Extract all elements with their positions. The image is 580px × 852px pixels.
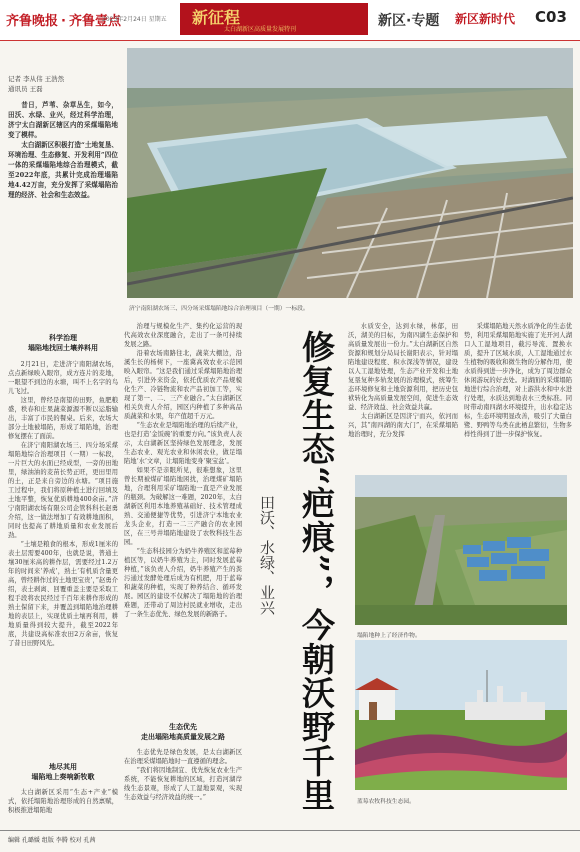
paragraph: 在济宁南阳湖农场三、四分场采煤塌陷地综合治理项目（一期）一标段，一片巨大的水面已经成型，一旁的田地里，绿油油的麦苗长势正旺，更田里用的土，正是来自旁边的水塘。“项目施工过程中，我们将原种植土进行回填及土地平整，恢复优质耕地400余亩。”济宁南阳湖农场有限公司企管科科长赵勇介绍，这一做法增加了有效耕地面积，同时也提高了耕地质量和农业发展后劲。: [8, 442, 118, 539]
article-column-3: [348, 322, 458, 472]
subtitle-3: [124, 722, 242, 742]
logo-divider: ·: [61, 14, 66, 29]
page-number: C03: [535, 8, 567, 26]
lead-paragraph: 太白湖新区积极打造“土地复垦、环境治理、生态修复、开发利用”四位一体的采煤塌陷地综合治理模式，截至2022年底，共累计完成治理塌陷地4.42万亩，充分发挥了采煤塌陷治理的经济、社会和生态效益。: [8, 141, 118, 199]
article-column-1-tail: [8, 788, 118, 826]
banner-title: 新征程: [192, 8, 241, 27]
paragraph: “生态科技园分为奶牛养殖区和蓝莓种植区等，以奶牛养殖为主，同时发展蓝莓种植，”该负责人介绍，奶牛养殖产生的粪污通过发酵处理后成为有机肥，用于蓝莓和蔬菜的种植，实现了种养结合、循环发展。园区的建设不仅解决了塌陷地的治理难题，还带动了周边村民就业增收，走出了一条生态优先、绿色发展的新路子。: [124, 548, 242, 618]
byline-correspondents: 通讯员 王磊: [8, 85, 43, 93]
paragraph: “土壤是粮食的根本，形成1厘米的表土层需要400年，也就是说，普通土壤30厘米高的耕作层，需要经过1.2万年的时间来‘养成’，熟土‘有机质含量更高，曾经耕作过的土地更宝贵’，”赵勇介绍，表土剥离、回覆重盖主要是采取工程手段将农民经过千百年来耕作形成的熟土保留下来，并覆盖到塌陷地治理耕地的表层上，实现优质土壤再利用，耕地质量得到较大提升，截至2022年底，共建设高标准农田2万余亩，恢复了昔日田野风光。: [8, 541, 118, 647]
paragraph: “生态农业是塌陷地治理的后续产业，也是打造‘金饭碗’的重要方向。”该负责人表示，太白湖新区坚持绿色发展理念，发展生态农业、观光农业和休闲农业，做足塌陷地‘水’文章，让塌陷地变身‘聚宝盆’。: [124, 422, 242, 465]
logo-right: 齐鲁壹点: [68, 14, 121, 29]
lead-paragraph: 昔日，芦苇、杂草丛生，如今，田沃、水绿、业兴，经过科学治理，济宁太白湖新区辖区内的采煤塌陷地变了模样。: [8, 101, 118, 139]
park-photo-image: [355, 640, 567, 790]
paragraph: “我们将因地制宜、优先恢复农业生产系统，不能恢复耕地的区域，打造河湖岸线生态景观，形成了人工湿地景观，实现生态效益与经济效益的统一。”: [124, 767, 242, 801]
article-headline: 修复生态“疤痕”，今朝沃野千里: [297, 330, 336, 812]
middle-crop-photo: [355, 475, 567, 625]
column-name: 新区新时代: [455, 12, 516, 26]
paragraph: 如果不是亲眼所见，很难想象，这里曾长期被煤矿塌陷地困扰，治理煤矿塌陷地，合理利用采矿塌陷地一直是产业发展的瓶颈。为破解这一难题，2020年，太白湖新区利用本地养殖基础好、技术管理成熟、交通便捷等优势，引进济宁本地农业龙头企业，打造一二三产融合的农业园区，在三号井塌陷地建设了农牧科技生态园。: [124, 467, 242, 546]
issue-date: 2023年2月24日 星期五: [102, 16, 167, 23]
banner-subtitle: 太白湖新区高质量发展特刊: [224, 26, 297, 33]
paragraph: 采煤塌陷地天然水质净化的生态优势，利用采煤塌陷地实施了光开河人湖口人工湿地项目，截污导流、置换水质，提升了区域水质，人工湿地通过水生植物的吸收和微生物的分解作用，使水质得到进一步净化，成为了周边群众休闲游玩的好去处。对湖面的采煤塌陷地进行综合治理，对上游洪水和中水进行处理，水质达到地表水三类标准。同时带动南四湖水环境提升，出水稳定达标，生态环境明显改善，吸引了大量白鹭、野鸭等鸟类在此栖息繁衍，生物多样性得到了进一步保护恢复。: [464, 323, 572, 438]
subtitle-1: [8, 333, 118, 353]
bottom-photo-caption: 蓝莓农牧科技生态园。: [357, 799, 415, 805]
special-banner: [180, 3, 368, 35]
paragraph: 2月21日，走进济宁南阳湖农场，点点新绿映入眼帘，成方连片的麦地，一眼望不到边的水塘，叫不上名字的鸟儿飞过。: [8, 361, 118, 395]
article-lead: [8, 100, 118, 310]
subtitle-3-line: 生态优先: [169, 723, 197, 731]
editor-credits: 编辑 孔璐媛 组版 李腾 校对 孔茜: [8, 837, 96, 844]
paragraph: 太白湖新区是因济宁而兴，依河而兴，其“南四湖的南大门”，在采煤塌陷地治理时，充分发挥: [348, 413, 458, 438]
paragraph: 太白湖新区采用“生态+产业”模式，依托塌陷地治理形成的自然禀赋，积极推进塌陷地: [8, 789, 118, 814]
top-photo-caption: 济宁南阳湖农场三、四分场采煤塌陷地综合治理项目（一期）一标段。: [129, 306, 309, 312]
subtitle-1-line: 科学治理: [49, 334, 77, 342]
subtitle-1-line: 塌陷地找回土壤养料用: [28, 344, 98, 352]
paragraph: 这里，曾经是南望的田野，鱼肥粮盛，秩春和庄果蔬菜源源不断以运脂输出，丰富了市民的餐桌。后来，农场大部分土地被塌陷，形成了塌陷地，治理修复摆在了面前。: [8, 397, 118, 440]
article-subheadline: 田沃、水绿、业兴: [258, 495, 276, 615]
paragraph: 水质安全，达到水绿，林郁，田沃，湖美的目标，为南四湖生态保护和高质量发展出一份力。”太白湖新区自然资源和规划分局局长谢阳表示，针对塌陷地建设程度、积水深浅等情况，建设以人工湿地处理，生态产业开发和土地复垦复种多轨发展的治理模式，统筹生态环境修复和土地资源利用，把历史包袱转化为高质量发展空间，促进生态效益、经济效益、社会效益共赢。: [348, 323, 458, 411]
paragraph: 治理与规模化生产、集约化运营的现代高效农业深度融合，走出了一条可持续发展之路。: [124, 323, 242, 348]
subtitle-2-line: 塌陷地上奏响新牧歌: [31, 773, 95, 781]
article-column-4: [464, 322, 572, 472]
subtitle-2-line: 地尽其用: [49, 763, 77, 771]
crop-photo-image: [355, 475, 567, 625]
byline: [8, 74, 64, 94]
logo-left: 齐鲁晚报: [6, 14, 59, 29]
paragraph: 生态优先是绿色发展，是太白湖新区在治理采煤塌陷地时一直遵循的理念。: [124, 749, 242, 765]
page-footer: [0, 830, 580, 852]
bottom-park-photo: [355, 640, 567, 790]
article-column-2-tail: [124, 748, 242, 826]
subtitle-3-line: 走出塌陷地高质量发展之路: [141, 733, 225, 741]
paragraph: 沿着农场南路往北，蔬菜大棚边，沿溪生长的杨树下，一座冀高效农业示范园映入眼帘。“这是我们通过采煤塌陷地治理后，引进外来资金，依托优质农产品规模化生产、冷链物流和农产品初加工等，实现了第一、二、三产业融合。”太白湖新区相关负责人介绍，园区内种植了多种高品质蔬菜和水果，年产值超千万元。: [124, 350, 242, 420]
aerial-photo-image: [127, 48, 573, 298]
subtitle-2: [8, 762, 118, 782]
page-header: [0, 0, 580, 41]
section-title: 新区·专题: [378, 13, 440, 29]
article-column-1: [8, 360, 118, 758]
top-aerial-photo: [127, 48, 573, 298]
middle-photo-caption: 塌陷地种上了经济作物。: [357, 633, 421, 639]
byline-reporters: 记者 李从伟 王浩然: [8, 75, 65, 83]
article-column-2: [124, 322, 242, 720]
